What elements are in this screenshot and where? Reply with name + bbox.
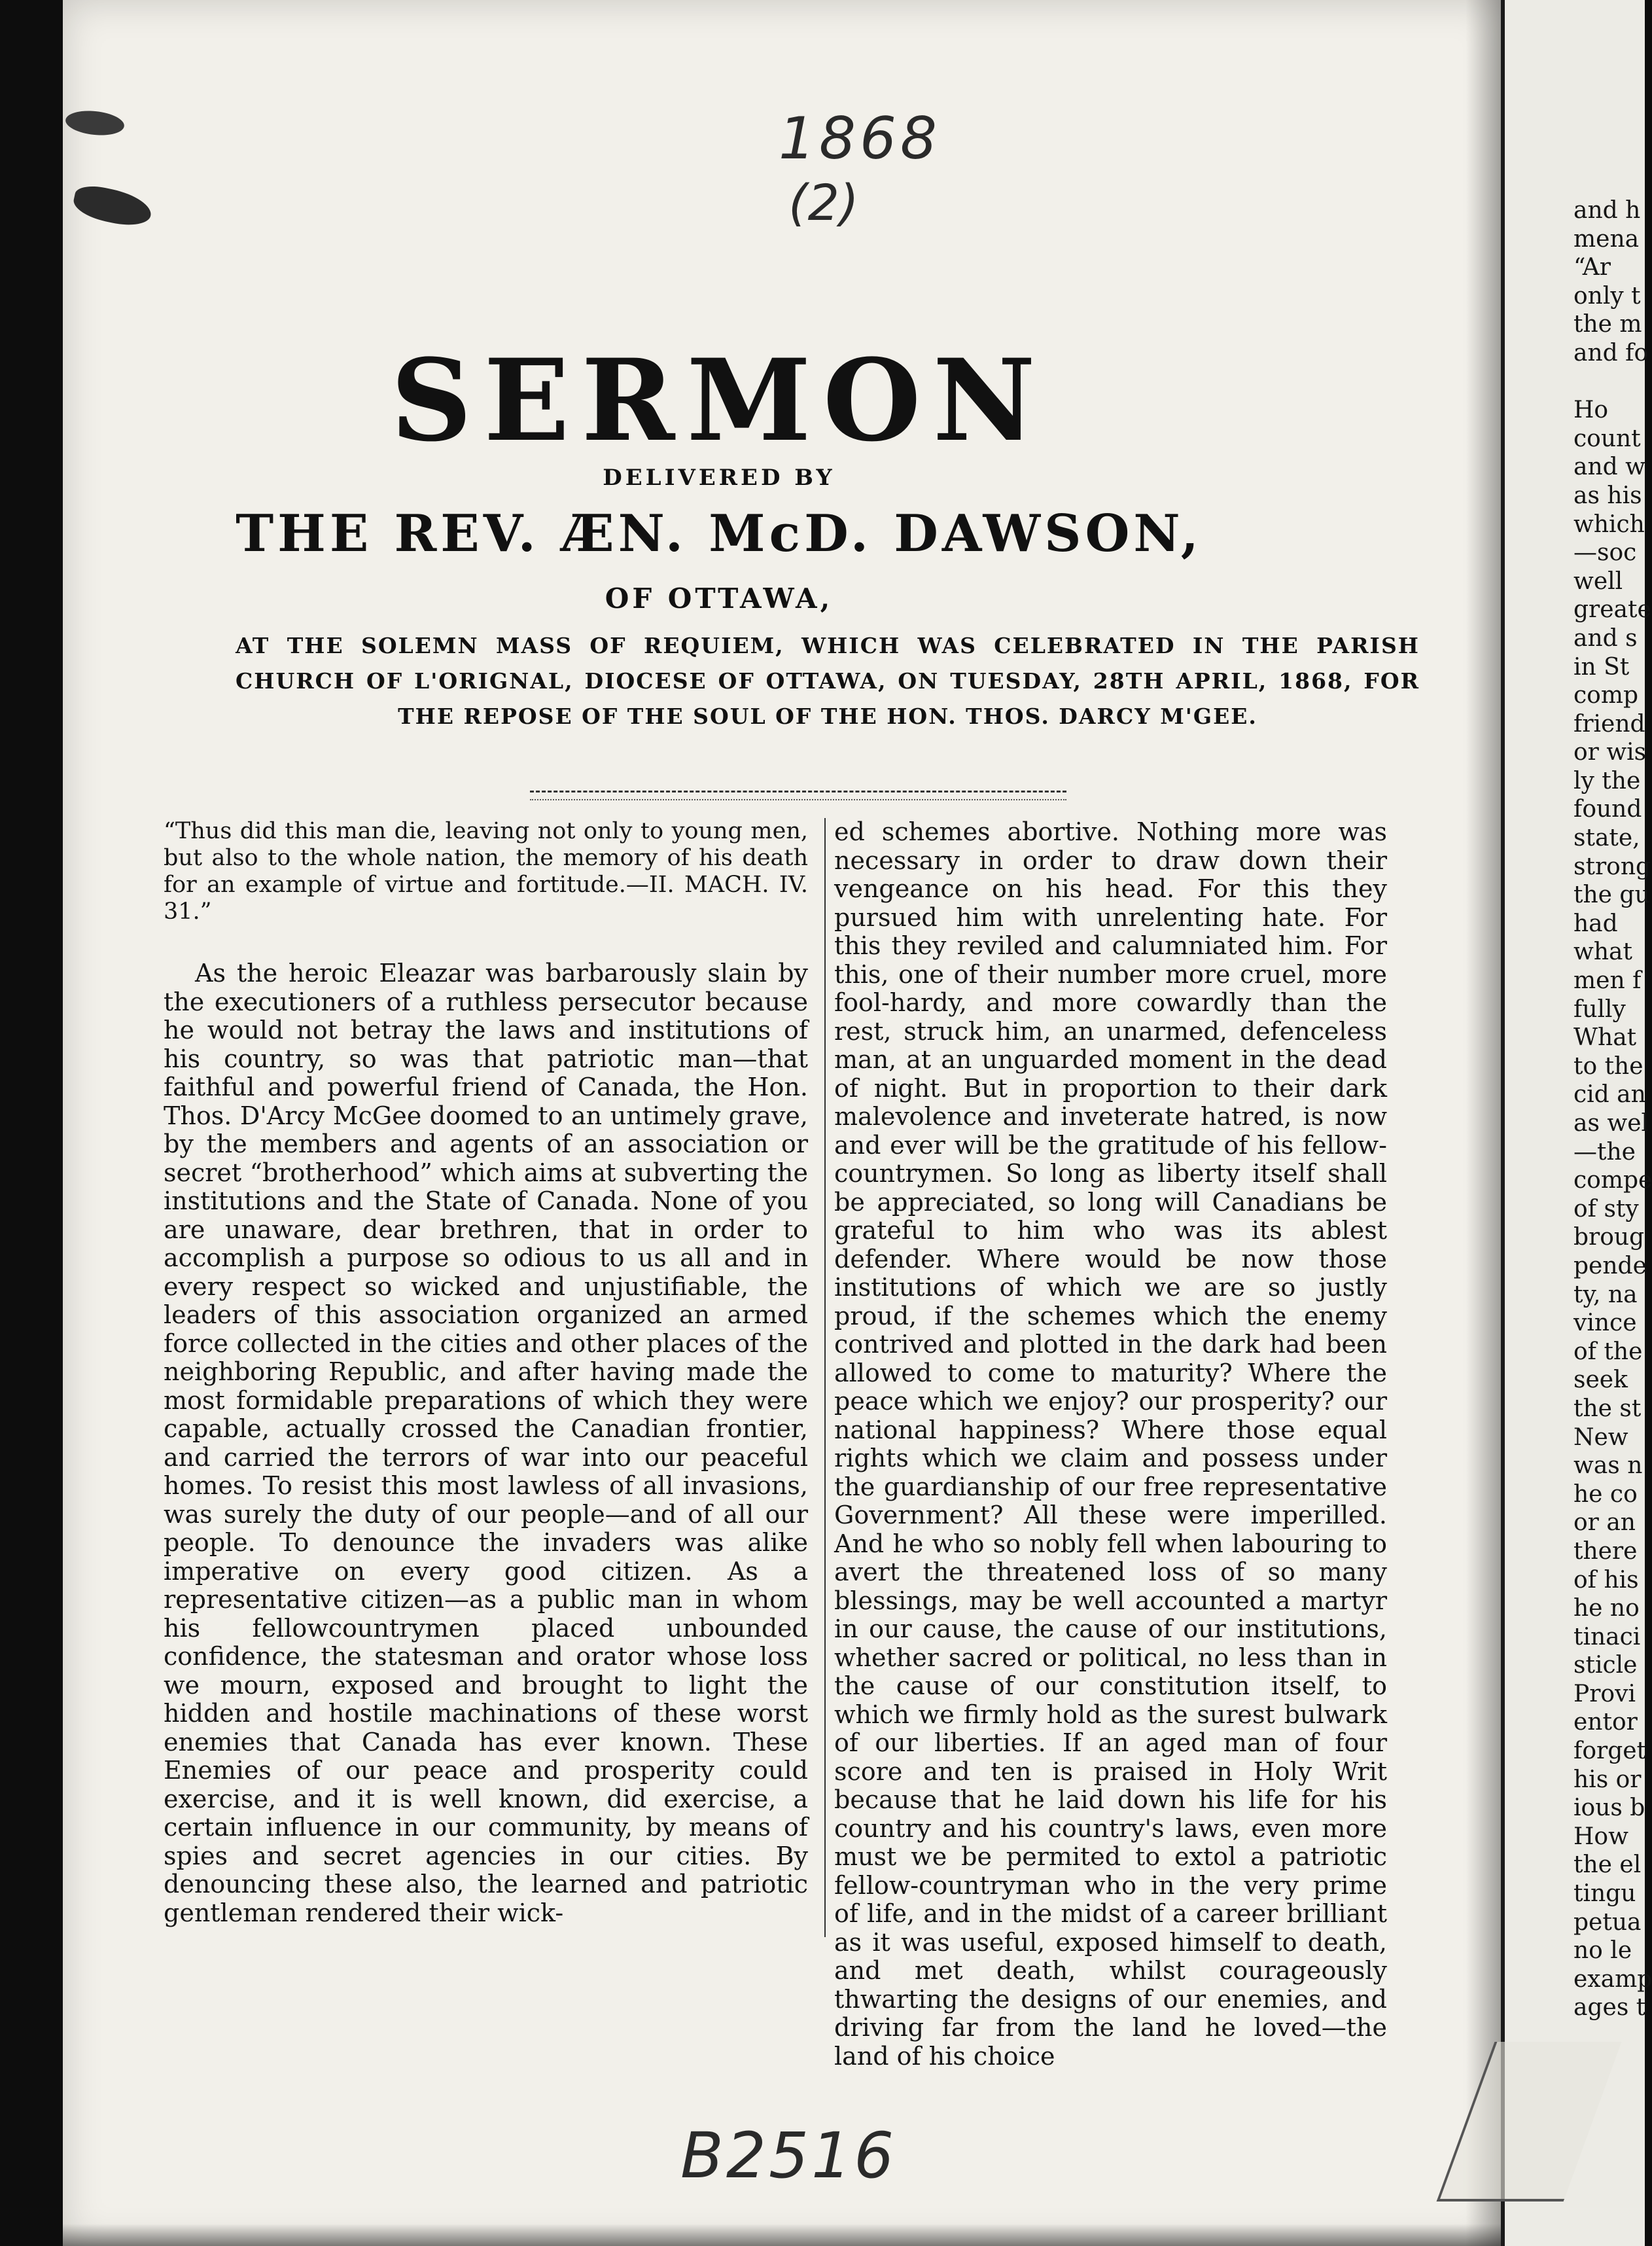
handwritten-number: (2) [788, 173, 859, 232]
delivered-by-label: DELIVERED BY [603, 465, 835, 491]
body-paragraph: As the heroic Eleazar was barbarously slain by the executioners of a ruthless persecutor because he would not betray the laws and institutions of his country, so was that patriotic man—that faithful and powerful friend of Canada, the Hon. Thos. D'Arcy McGee doomed to an untimely grave, by the members and agents of an association or secret “brotherhood” which aims at subverting the institutions and the State of Canada. None of you are unaware, dear brethren, that in order to accomplish a purpose so odious to us all and in every respect so wicked and unjustifiable, the leaders of this association organized an armed force collected in the cities and other places of the neighboring Republic, and after having made the most formidable preparations of which they were capable, actually crossed the Canadian frontier, and carried the terrors of war into our peaceful homes. To resist this most lawless of all invasions, was surely the duty of our people—and of all our people. To denounce the invaders was alike imperative on every good citizen. As a representative citizen—as a public man in whom his fellowcountrymen placed unbounded confidence, the statesman and orator whose loss we mourn, exposed and brought to light the hidden and hostile machinations of these worst enemies that Canada has ever known. These Enemies of our peace and prosperity could exercise, and it is well known, did exercise, a certain influence in our community, by means of spies and secret agencies in our cities. By denouncing these also, the learned and patriotic gentleman rendered their wick- [164, 959, 808, 1927]
author-location: OF OTTAWA, [605, 582, 834, 615]
body-paragraph-continued: ed schemes abortive. Nothing more was necessary in order to draw down their vengeance on his head. For this they pursued him with unrelenting hate. For this they reviled and calumniated him. For this, one of their number more cruel, more fool-hardy, and more cowardly than the rest, struck him, an unarmed, defenceless man, at an unguarded moment in the dead of night. But in proportion to their dark malevolence and inveterate hatred, is now and ever will be the gratitude of his fellow-countrymen. So long as liberty itself shall be appreciated, so long will Canadians be grateful to him who was its ablest defender. Where would be now those institutions of which we are so justly proud, if the schemes which the enemy contrived and plotted in the dark had been allowed to come to maturity? Where the peace which we enjoy? our prosperity? our national happiness? Where those equal rights which we claim and possess under the guardianship of our free representative Government? All these were imperilled. And he who so nobly fell when labouring to avert the threatened loss of so many blessings, may be well accounted a martyr in our cause, the cause of our institutions, whether sacred or political, no less than in the cause of our constitution itself, to which we firmly hold as the surest bulwark of our liberties. If an aged man of four score and ten is praised in Holy Writ because that he laid down his life for his country and his country's laws, even more must we be permited to extol a patriotic fellow-countryman who in the very prime of life, and in the midst of a career brilliant as it was useful, exposed himself to death, and met death, whilst courageously thwarting the designs of our enemies, and driving far from the land he loved—the land of his choice [834, 817, 1387, 2071]
facing-page-text: and h mena “Ar only t the m and fo Ho count and w as his which —soc well greate and s in St comp friend or wis ly the found state, strong the gu had what men f fully What to the cid an as wel —the compe of sty broug pende ty, na vince of the seek the st New was n he co or an there of his he no tinaci sticle Provi entor forget his or ious b How the el tingu petua no le examp ages t [1573, 197, 1652, 2022]
epigraph: “Thus did this man die, leaving not only to young men, but also to the whole nation, the memory of his death for an example of virtue and fortitude.—II. MACH. IV. 31.” [164, 818, 808, 925]
handwritten-call-number: B2516 [680, 2119, 897, 2192]
page-edge-shadow [63, 2224, 1501, 2246]
document-title: SERMON [391, 334, 1047, 467]
author-name: THE REV. ÆN. McD. DAWSON, [236, 504, 1203, 563]
left-column [164, 818, 808, 1927]
right-column [834, 818, 1387, 2071]
column-divider [824, 818, 826, 1937]
handwritten-year: 1868 [779, 105, 941, 172]
decorative-rule [530, 791, 1066, 800]
occasion-subtitle: AT THE SOLEMN MASS OF REQUIEM, WHICH WAS CELEBRATED IN THE PARISH CHURCH OF L'ORIGNAL, DIOCESE OF OTTAWA, ON TUESDAY, 28TH APRIL, 1868, FOR THE REPOSE OF THE SOUL OF THE HON. THOS. DARCY M'GEE. [236, 633, 1420, 729]
